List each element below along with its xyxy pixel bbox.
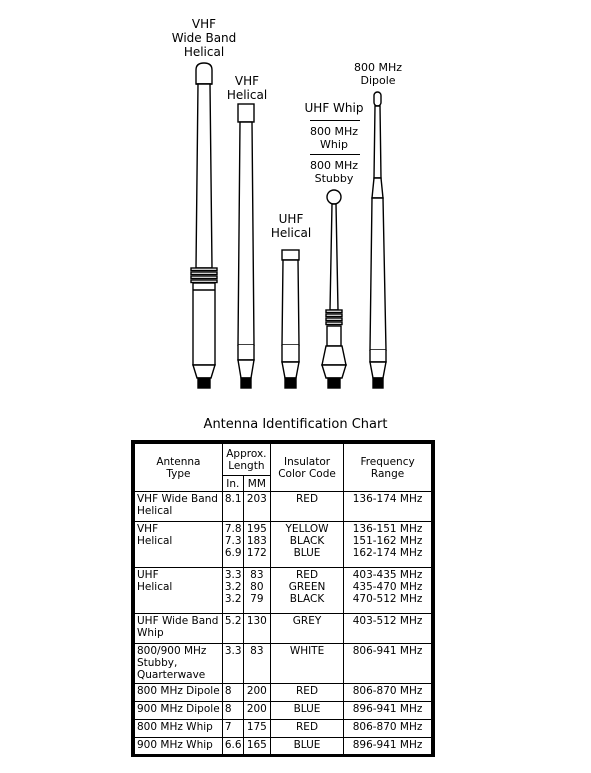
- cell-color: WHITE: [270, 644, 343, 684]
- header-in: In.: [222, 476, 243, 492]
- label-line: VHF: [191, 17, 217, 31]
- header-insulator-color-code: Insulator Color Code: [270, 444, 343, 492]
- cell-color: BLUE: [270, 738, 343, 756]
- table-row: [135, 702, 432, 720]
- label-800-mhz-whip: [310, 125, 358, 151]
- antenna-800-mhz-dipole: [370, 92, 386, 388]
- antenna-uhf-helical: [282, 250, 299, 388]
- cell-type: 900 MHz Dipole: [135, 702, 223, 720]
- cell-freq: 136-174 MHz: [344, 492, 432, 522]
- label-uhf-helical: [271, 212, 311, 240]
- label-divider: [310, 154, 360, 155]
- cell-mm: 165: [243, 738, 270, 756]
- cell-freq: 136-151 MHz 151-162 MHz 162-174 MHz: [344, 522, 432, 568]
- label-uhf-whip: [305, 101, 364, 115]
- cell-freq: 806-870 MHz: [344, 684, 432, 702]
- label-line: 800 MHz: [309, 125, 359, 138]
- cell-type: UHF Helical: [135, 568, 223, 614]
- cell-in: 7.8 7.3 6.9: [222, 522, 243, 568]
- header-approx-length: Approx. Length: [222, 444, 270, 476]
- label-vhf-wide-band-helical: [172, 17, 237, 59]
- header-frequency-range: Frequency Range: [344, 444, 432, 492]
- label-line: UHF Whip: [304, 101, 364, 115]
- table-row: [135, 720, 432, 738]
- cell-color: GREY: [270, 614, 343, 644]
- label-vhf-helical: [227, 74, 267, 102]
- table-row: [135, 684, 432, 702]
- table-row: [135, 492, 432, 522]
- label-line: VHF: [234, 74, 260, 88]
- cell-color: RED GREEN BLACK: [270, 568, 343, 614]
- cell-freq: 403-435 MHz 435-470 MHz 470-512 MHz: [344, 568, 432, 614]
- cell-freq: 403-512 MHz: [344, 614, 432, 644]
- cell-in: 8: [222, 684, 243, 702]
- label-line: Helical: [183, 45, 225, 59]
- cell-type: 800/900 MHz Stubby, Quarterwave: [135, 644, 223, 684]
- chart-title: Antenna Identification Chart: [203, 417, 388, 432]
- cell-freq: 806-941 MHz: [344, 644, 432, 684]
- antenna-vhf-wide-band-helical: [191, 63, 217, 388]
- cell-color: RED: [270, 492, 343, 522]
- cell-mm: 195 183 172: [243, 522, 270, 568]
- cell-color: RED: [270, 720, 343, 738]
- cell-freq: 806-870 MHz: [344, 720, 432, 738]
- label-line: Helical: [226, 88, 268, 102]
- table-row: [135, 568, 432, 614]
- cell-mm: 200: [243, 702, 270, 720]
- label-divider: [310, 120, 360, 121]
- table-row: [135, 644, 432, 684]
- cell-type: 800 MHz Whip: [135, 720, 223, 738]
- cell-freq: 896-941 MHz: [344, 738, 432, 756]
- cell-in: 6.6: [222, 738, 243, 756]
- cell-mm: 130: [243, 614, 270, 644]
- cell-in: 7: [222, 720, 243, 738]
- cell-in: 8.1: [222, 492, 243, 522]
- cell-in: 3.3: [222, 644, 243, 684]
- antenna-identification-table: [131, 440, 435, 757]
- cell-freq: 896-941 MHz: [344, 702, 432, 720]
- cell-color: BLUE: [270, 702, 343, 720]
- table-row: [135, 738, 432, 756]
- cell-type: VHF Wide Band Helical: [135, 492, 223, 522]
- cell-in: 5.2: [222, 614, 243, 644]
- table-row: [135, 614, 432, 644]
- cell-color: YELLOW BLACK BLUE: [270, 522, 343, 568]
- cell-type: VHF Helical: [135, 522, 223, 568]
- identification-table: [134, 443, 432, 756]
- table-body: [135, 492, 432, 756]
- table-row: [135, 522, 432, 568]
- cell-mm: 175: [243, 720, 270, 738]
- header-antenna-type: Antenna Type: [135, 444, 223, 492]
- label-line: Helical: [270, 226, 312, 240]
- label-line: 800 MHz: [309, 159, 359, 172]
- header-mm: MM: [243, 476, 270, 492]
- label-line: Wide Band: [171, 31, 237, 45]
- antenna-vhf-helical: [238, 104, 254, 388]
- cell-type: UHF Wide Band Whip: [135, 614, 223, 644]
- cell-mm: 203: [243, 492, 270, 522]
- cell-in: 3.3 3.2 3.2: [222, 568, 243, 614]
- cell-mm: 83: [243, 644, 270, 684]
- cell-type: 900 MHz Whip: [135, 738, 223, 756]
- label-800-mhz-dipole: [354, 61, 402, 87]
- cell-mm: 83 80 79: [243, 568, 270, 614]
- cell-color: RED: [270, 684, 343, 702]
- cell-type: 800 MHz Dipole: [135, 684, 223, 702]
- label-800-mhz-stubby: [310, 159, 358, 185]
- antenna-uhf-whip: [322, 190, 346, 388]
- label-line: Whip: [320, 138, 348, 151]
- label-line: Dipole: [360, 74, 396, 87]
- label-line: 800 MHz: [353, 61, 403, 74]
- label-line: UHF: [278, 212, 304, 226]
- cell-in: 8: [222, 702, 243, 720]
- label-line: Stubby: [314, 172, 354, 185]
- cell-mm: 200: [243, 684, 270, 702]
